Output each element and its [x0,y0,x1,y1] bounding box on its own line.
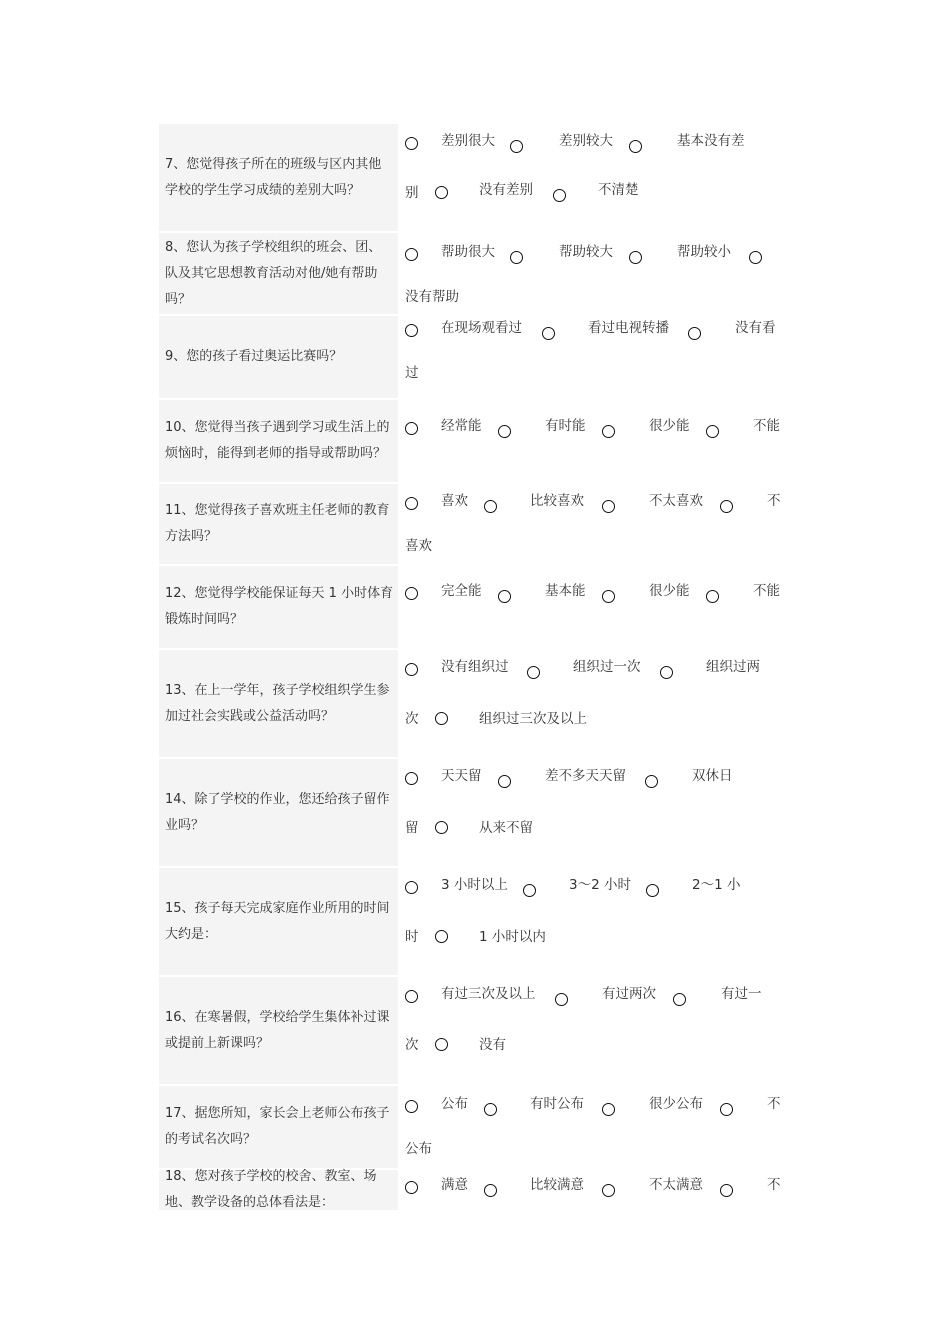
option-label: 不 [767,1096,781,1112]
answer-line [405,584,791,604]
option-label: 双休日 [692,768,733,784]
radio-button[interactable] [484,500,497,513]
option-label: 没有差别 [479,182,533,198]
option-label: 3～2 小时 [569,877,631,893]
question-text: 14、除了学校的作业，您还给孩子留作业吗？ [165,791,390,833]
question-cell [159,316,398,398]
radio-button[interactable] [629,251,642,264]
option-label: 在现场观看过 [441,320,522,336]
radio-button[interactable] [405,497,418,510]
radio-button[interactable] [435,1038,448,1051]
option-label: 不能 [753,583,780,599]
question-row [159,650,791,757]
answer-cell [405,650,791,757]
radio-button[interactable] [405,137,418,150]
question-cell [159,1170,398,1210]
option-label: 不 [767,493,781,509]
option-label: 组织过两 [706,659,760,675]
question-text: 16、在寒暑假，学校给学生集体补过课或提前上新课吗？ [165,1009,390,1051]
option-label: 有时能 [545,418,586,434]
option-label: 帮助很大 [441,244,495,260]
radio-button[interactable] [553,189,566,202]
radio-button[interactable] [602,590,615,603]
option-label: 比较满意 [530,1177,584,1193]
answer-line [405,134,791,154]
answer-cell [405,1170,791,1210]
radio-button[interactable] [720,500,733,513]
question-row [159,759,791,866]
radio-button[interactable] [510,140,523,153]
question-text: 10、您觉得当孩子遇到学习或生活上的烦恼时，能得到老师的指导或帮助吗？ [165,420,390,461]
option-label-continued: 别 [405,185,419,201]
answer-line [405,536,791,556]
question-text: 12、您觉得学校能保证每天 1 小时体育锻炼时间吗？ [165,586,394,627]
radio-button[interactable] [602,500,615,513]
answer-cell [405,1086,791,1168]
answer-cell [405,484,791,564]
answer-cell [405,566,791,648]
answer-line [405,1097,791,1117]
answer-line [405,1035,791,1055]
radio-button[interactable] [720,1103,733,1116]
radio-button[interactable] [435,186,448,199]
option-label: 比较喜欢 [530,493,584,509]
option-label: 从来不留 [479,820,533,836]
answer-cell [405,316,791,398]
radio-button[interactable] [484,1184,497,1197]
radio-button[interactable] [405,772,418,785]
radio-button[interactable] [405,248,418,261]
radio-button[interactable] [527,666,540,679]
radio-button[interactable] [405,881,418,894]
radio-button[interactable] [405,663,418,676]
option-label: 有过两次 [602,986,656,1002]
answer-cell [405,868,791,975]
option-label: 1 小时以内 [479,929,546,945]
question-cell [159,650,398,757]
question-cell [159,566,398,648]
option-label-continued: 喜欢 [405,538,432,554]
radio-button[interactable] [542,327,555,340]
option-label: 很少能 [649,583,690,599]
radio-button[interactable] [510,251,523,264]
radio-button[interactable] [435,712,448,725]
question-row [159,1170,791,1210]
answer-line [405,769,791,789]
answer-cell [405,977,791,1084]
answer-line [405,494,791,514]
option-label: 看过电视转播 [588,320,669,336]
radio-button[interactable] [602,1184,615,1197]
answer-line [405,321,791,341]
option-label: 没有组织过 [441,659,509,675]
radio-button[interactable] [498,590,511,603]
radio-button[interactable] [688,327,701,340]
question-row [159,484,791,564]
option-label: 组织过三次及以上 [479,711,587,727]
radio-button[interactable] [555,993,568,1006]
option-label: 满意 [441,1177,468,1193]
option-label: 有过一 [721,986,762,1002]
option-label: 经常能 [441,418,482,434]
radio-button[interactable] [523,884,536,897]
option-label: 公布 [441,1096,468,1112]
question-row [159,233,791,314]
question-text: 18、您对孩子学校的校舍、教室、场地、教学设备的总体看法是： [165,1169,377,1210]
question-text: 13、在上一学年，孩子学校组织学生参加过社会实践或公益活动吗？ [165,682,390,724]
answer-line [405,1178,791,1198]
option-label-continued: 留 [405,820,419,836]
question-text: 8、您认为孩子学校组织的班会、团、队及其它思想教育活动对他/她有帮助吗？ [165,239,382,307]
option-label-continued: 过 [405,365,419,381]
option-label: 不 [767,1177,781,1193]
question-row [159,124,791,231]
question-cell [159,977,398,1084]
question-cell [159,868,398,975]
answer-line [405,927,791,947]
option-label: 帮助较大 [559,244,613,260]
answer-line [405,245,791,265]
radio-button[interactable] [660,666,673,679]
option-label: 基本能 [545,583,586,599]
radio-button[interactable] [673,993,686,1006]
answer-line [405,183,791,203]
answer-line [405,818,791,838]
question-cell [159,484,398,564]
option-label-continued: 次 [405,1037,419,1053]
question-cell [159,233,398,314]
option-label: 很少能 [649,418,690,434]
radio-button[interactable] [498,775,511,788]
option-label: 不清楚 [598,182,639,198]
radio-button[interactable] [646,884,659,897]
question-cell [159,1086,398,1168]
option-label: 不能 [753,418,780,434]
option-label: 喜欢 [441,493,468,509]
answer-line [405,987,791,1007]
question-text: 15、孩子每天完成家庭作业所用的时间大约是： [165,900,390,942]
answer-line [405,878,791,898]
option-label: 有过三次及以上 [441,986,536,1002]
answer-line [405,660,791,680]
radio-button[interactable] [498,425,511,438]
question-row [159,566,791,648]
option-label: 完全能 [441,583,482,599]
radio-button[interactable] [629,140,642,153]
radio-button[interactable] [706,425,719,438]
radio-button[interactable] [645,775,658,788]
answer-line [405,709,791,729]
option-label: 很少公布 [649,1096,703,1112]
option-label-continued: 次 [405,711,419,727]
radio-button[interactable] [435,821,448,834]
question-cell [159,400,398,482]
radio-button[interactable] [405,1100,418,1113]
option-label: 有时公布 [530,1096,584,1112]
answer-cell [405,124,791,231]
radio-button[interactable] [706,590,719,603]
option-label: 差别较大 [559,133,613,149]
option-label: 帮助较小 [677,244,731,260]
radio-button[interactable] [405,587,418,600]
radio-button[interactable] [405,990,418,1003]
radio-button[interactable] [602,425,615,438]
answer-cell [405,233,791,314]
radio-button[interactable] [484,1103,497,1116]
option-label: 2～1 小 [692,877,741,893]
option-label: 基本没有差 [677,133,745,149]
question-row [159,868,791,975]
radio-button[interactable] [720,1184,733,1197]
option-label: 没有 [479,1037,506,1053]
answer-line [405,419,791,439]
question-text: 17、据您所知，家长会上老师公布孩子的考试名次吗？ [165,1106,390,1147]
option-label-continued: 公布 [405,1141,432,1157]
radio-button[interactable] [749,251,762,264]
answer-line [405,363,791,383]
option-label: 没有看 [735,320,776,336]
answer-line [405,1139,791,1159]
question-cell [159,759,398,866]
option-label: 不太满意 [649,1177,703,1193]
question-text: 7、您觉得孩子所在的班级与区内其他学校的学生学习成绩的差别大吗？ [165,156,382,198]
answer-cell [405,400,791,482]
radio-button[interactable] [405,324,418,337]
radio-button[interactable] [405,422,418,435]
question-cell [159,124,398,231]
option-label: 组织过一次 [573,659,641,675]
option-label: 差别很大 [441,133,495,149]
option-label-continued: 没有帮助 [405,289,459,305]
question-row [159,400,791,482]
option-label: 差不多天天留 [545,768,626,784]
radio-button[interactable] [435,930,448,943]
option-label: 天天留 [441,768,482,784]
answer-cell [405,759,791,866]
question-row [159,316,791,398]
answer-line [405,287,791,307]
question-text: 9、您的孩子看过奥运比赛吗？ [165,349,343,364]
question-row [159,1086,791,1168]
radio-button[interactable] [602,1103,615,1116]
option-label: 3 小时以上 [441,877,508,893]
question-text: 11、您觉得孩子喜欢班主任老师的教育方法吗？ [165,503,390,544]
radio-button[interactable] [405,1181,418,1194]
question-row [159,977,791,1084]
option-label: 不太喜欢 [649,493,703,509]
option-label-continued: 时 [405,929,419,945]
